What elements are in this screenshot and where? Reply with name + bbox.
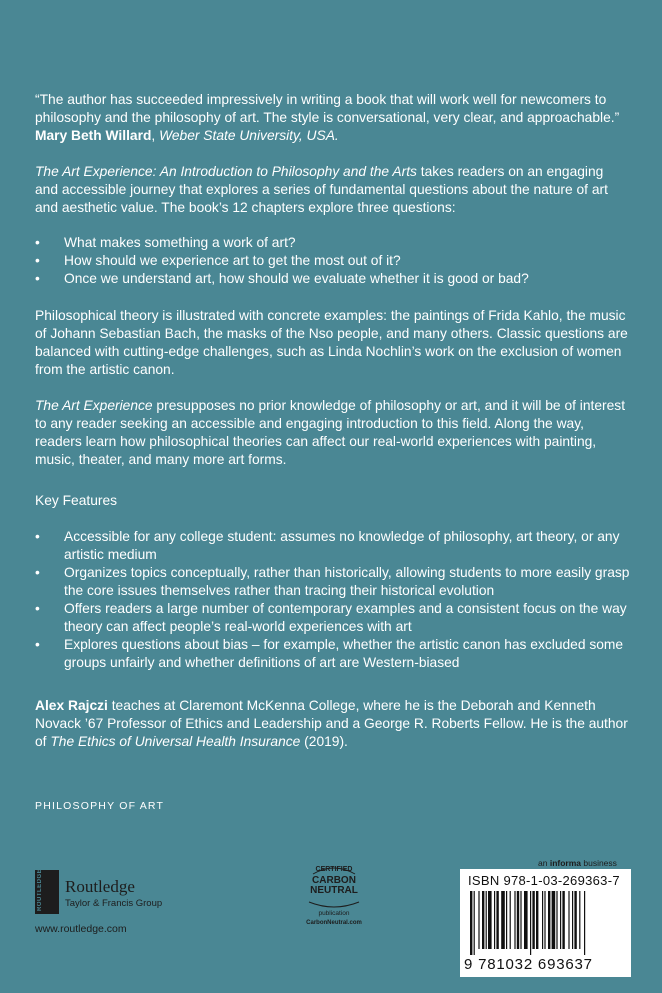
- quote-affiliation: Weber State University, USA.: [159, 128, 339, 143]
- author-name: Alex Rajczi: [35, 698, 108, 713]
- audience-book-title: The Art Experience: [35, 398, 153, 413]
- carbon-publication: publication: [318, 910, 350, 917]
- list-item: • Organizes topics conceptually, rather than historically, allowing students to more easily grasp the core issues themselves rather than tracing their historical evolution: [35, 565, 630, 598]
- isbn-label: ISBN 978-1-03-269363-7: [468, 873, 620, 888]
- list-item: • Offers readers a large number of contemporary examples and a consistent focus on the way theory can affect people’s real-world experiences with art: [35, 601, 627, 634]
- list-item: • Once we understand art, how should we evaluate whether it is good or bad?: [35, 271, 529, 286]
- questions-list: [35, 234, 630, 288]
- publisher-group: Taylor & Francis Group: [65, 898, 163, 909]
- bullet-icon: •: [35, 529, 40, 544]
- carbon-neutral-badge: [299, 862, 369, 934]
- bullet-icon: •: [35, 637, 40, 652]
- bullet-icon: •: [35, 235, 40, 250]
- audience-paragraph: The Art Experience presupposes no prior knowledge of philosophy or art, and it will be of interest to any reader seeking an accessible and engaging introduction to this field. Along the way, readers learn how philosophical theories can affect our real-world experiences with painting, music, theater, and many more art forms.: [35, 398, 626, 467]
- bullet-icon: •: [35, 601, 40, 616]
- intro-book-title: The Art Experience: An Introduction to Philosophy and the Arts: [35, 164, 417, 179]
- quote-text: “The author has succeeded impressively in writing a book that will work well for newcomers to philosophy and the philosophy of art. The style is conversational, very clear, and approachable.”: [35, 92, 620, 125]
- bullet-icon: •: [35, 253, 40, 268]
- barcode-icon: [468, 891, 623, 955]
- routledge-logo: [35, 870, 195, 915]
- list-item: • How should we experience art to get the most out of it?: [35, 253, 401, 268]
- endorsement-quote: “The author has succeeded impressively in writing a book that will work well for newcomers to philosophy and the philosophy of art. The style is conversational, very clear, and approachable.” Mary Beth Willard, Weber State University, USA.: [35, 92, 620, 143]
- informa-business: an informa business: [538, 858, 617, 868]
- list-item: • Accessible for any college student: assumes no knowledge of philosophy, art theory, or any artistic medium: [35, 529, 620, 562]
- list-item: • What makes something a work of art?: [35, 235, 296, 250]
- quote-author: Mary Beth Willard: [35, 128, 152, 143]
- key-features-heading: Key Features: [35, 493, 118, 508]
- intro-text: takes readers on an engaging and accessible journey that explores a series of fundamental questions about the nature of art and aesthetic value. The book’s 12 chapters explore three questions:: [35, 164, 608, 215]
- routledge-mark-icon: ROUTLEDGE: [35, 870, 59, 914]
- isbn-barcode: [460, 869, 631, 977]
- examples-paragraph: Philosophical theory is illustrated with concrete examples: the paintings of Frida Kahlo, the music of Johann Sebastian Bach, the masks of the Nso people, and many others. Classic questions are balanced with cutting-edge challenges, such as Linda Nochlin’s work on the exclusion of women from the artistic canon.: [35, 308, 628, 377]
- bullet-icon: •: [35, 271, 40, 286]
- bullet-icon: •: [35, 565, 40, 580]
- carbon-certified: CERTIFIED: [315, 866, 353, 873]
- carbon-website: CarbonNeutral.com: [306, 920, 362, 926]
- barcode-digits: 9 781032 693637: [464, 956, 593, 973]
- intro-paragraph: [35, 163, 630, 217]
- publisher-website[interactable]: www.routledge.com: [35, 923, 127, 935]
- author-bio: Alex Rajczi teaches at Claremont McKenna College, where he is the Deborah and Kenneth Novack ’67 Professor of Ethics and Leadership and a George R. Roberts Fellow. He is the author of The Ethics of Universal Health Insurance (2019).: [35, 698, 628, 749]
- author-book-title: The Ethics of Universal Health Insurance: [50, 734, 301, 749]
- subject-category: PHILOSOPHY OF ART: [35, 800, 165, 812]
- key-features-list: [35, 528, 630, 672]
- carbon-main: CARBON NEUTRAL: [310, 875, 358, 896]
- list-item: • Explores questions about bias – for example, whether the artistic canon has excluded some groups unfairly and whether definitions of art are Western-biased: [35, 637, 624, 670]
- publisher-name: Routledge: [65, 877, 135, 896]
